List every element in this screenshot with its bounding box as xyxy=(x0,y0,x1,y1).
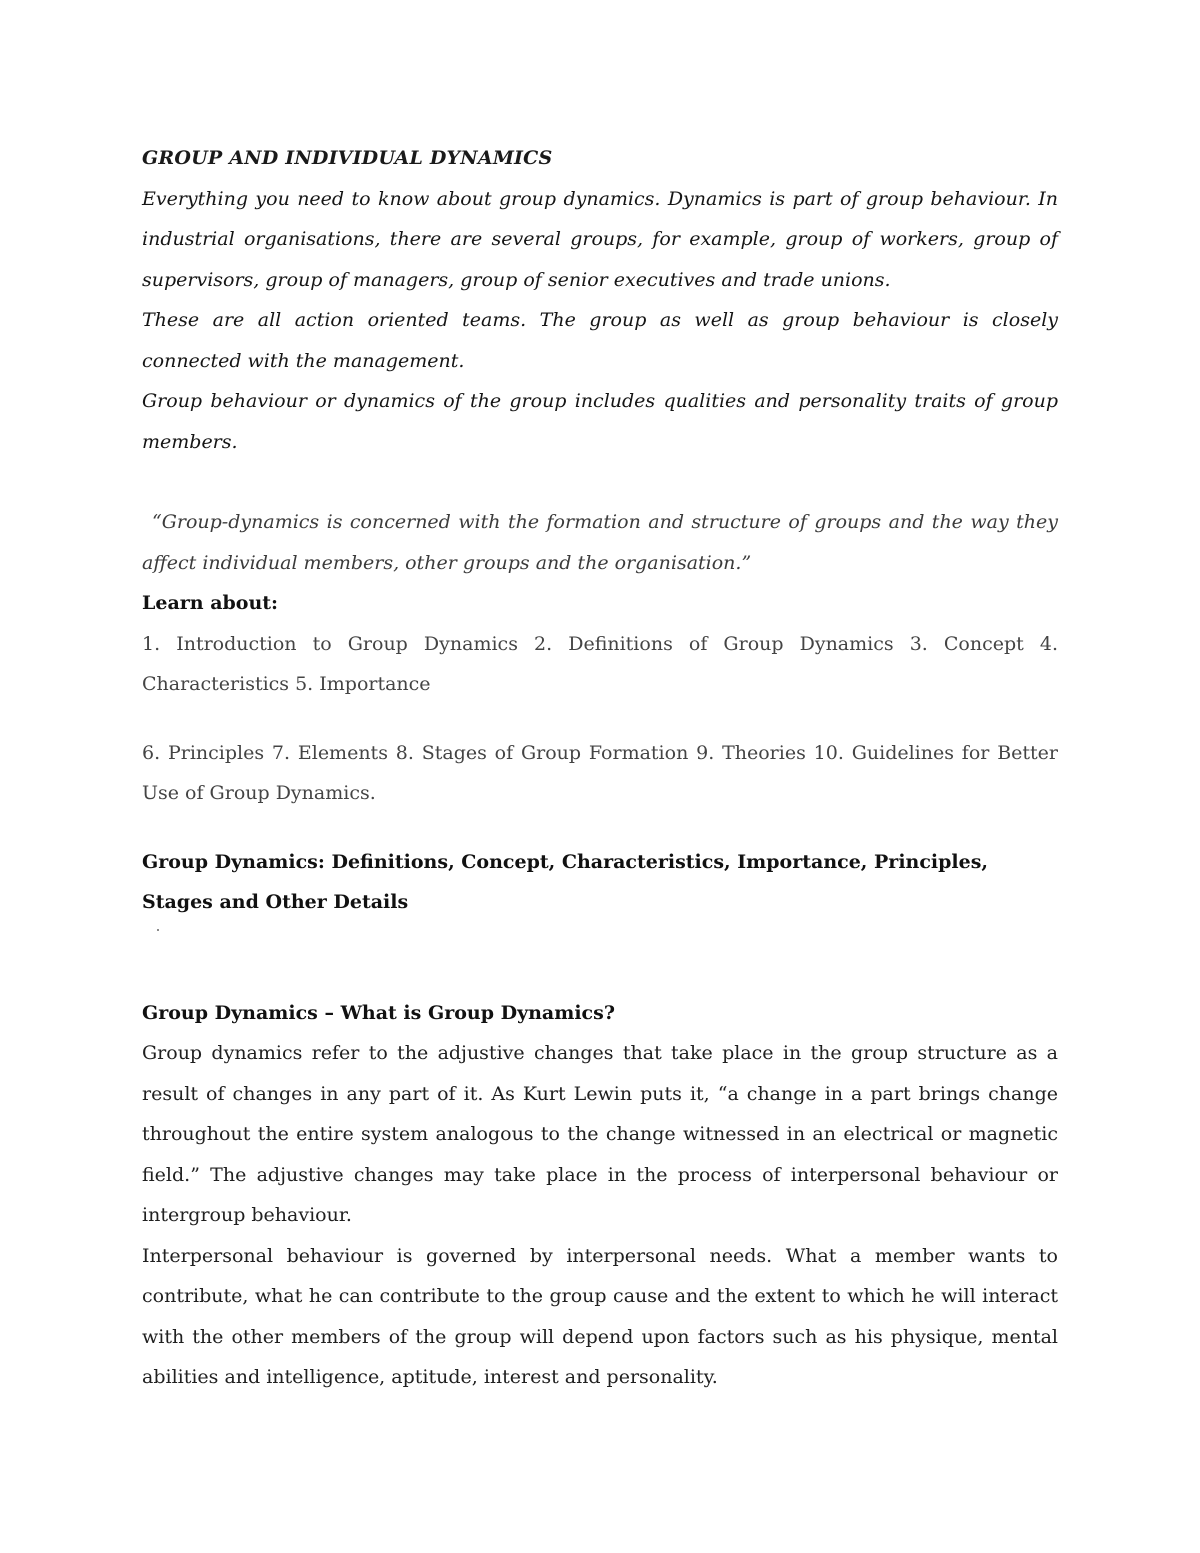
spacer xyxy=(142,814,1058,842)
section-heading: Group Dynamics: Definitions, Concept, Characteristics, Importance, Principles, Stages and Other Details xyxy=(142,850,989,913)
learn-list-part-1: 1. Introduction to Group Dynamics 2. Definitions of Group Dynamics 3. Concept 4. Characteristics 5. Importance xyxy=(142,632,1058,695)
learn-list-part-2: 6. Principles 7. Elements 8. Stages of Group Formation 9. Theories 10. Guidelines for Better Use of Group Dynamics. xyxy=(142,741,1058,804)
spacer xyxy=(142,923,1058,993)
intro-paragraph-3: Group behaviour or dynamics of the group includes qualities and personality traits of group members. xyxy=(142,390,1058,453)
intro-paragraph-1: Everything you need to know about group dynamics. Dynamics is part of group behaviour. In industrial organisations, there are several groups, for example, group of workers, group of supervisors, group of managers, group of senior executives and trade unions. xyxy=(142,187,1058,291)
definition-quote: “Group-dynamics is concerned with the formation and structure of groups and the way they affect individual members, other groups and the organisation.” xyxy=(142,511,1058,574)
body-paragraph-2: Interpersonal behaviour is governed by interpersonal needs. What a member wants to contribute, what he can contribute to the group cause and the extent to which he will interact with the other members of the group will depend upon factors such as his physique, mental abilities and intelligence, aptitude, interest and personality. xyxy=(142,1244,1058,1388)
document-page xyxy=(142,138,1058,1398)
intro-paragraph-2: These are all action oriented teams. The group as well as group behaviour is closely connected with the management. xyxy=(142,309,1058,372)
spacer xyxy=(142,705,1058,733)
spacer xyxy=(142,462,1058,502)
document-title: GROUP AND INDIVIDUAL DYNAMICS xyxy=(142,147,553,169)
learn-about-heading: Learn about: xyxy=(142,592,279,614)
subsection-heading: Group Dynamics – What is Group Dynamics? xyxy=(142,1001,615,1024)
body-paragraph-1: Group dynamics refer to the adjustive changes that take place in the group structure as a result of changes in any part of it. As Kurt Lewin puts it, “a change in a part brings change throughout the entire system analogous to the change witnessed in an electrical or magnetic field.” The adjustive changes may take place in the process of interpersonal behaviour or intergroup behaviour. xyxy=(142,1042,1058,1226)
stray-dot xyxy=(157,929,159,931)
